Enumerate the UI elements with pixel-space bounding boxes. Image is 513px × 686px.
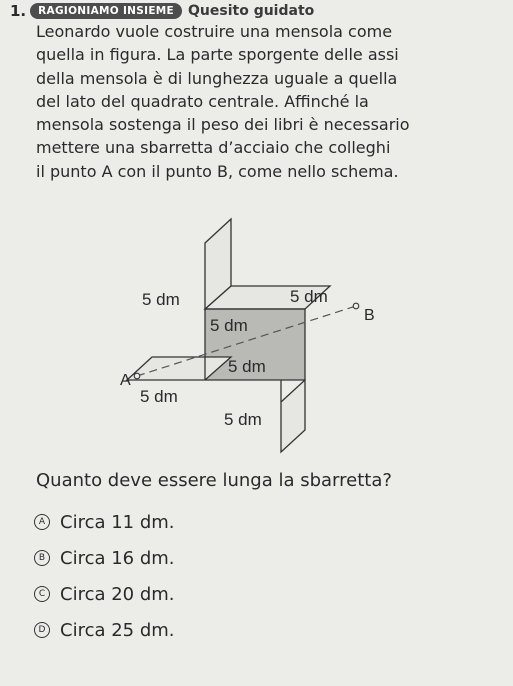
lower-board [281,380,305,452]
exercise-header [10,2,314,20]
section-badge: RAGIONIAMO INSIEME [30,3,182,19]
option-a-text: Circa 11 dm. [60,511,175,533]
option-b[interactable] [34,540,175,576]
option-c-bubble[interactable]: C [34,586,50,602]
label-lower-board: 5 dm [224,410,262,429]
label-square-top: 5 dm [210,316,248,335]
option-c-text: Circa 20 dm. [60,583,175,605]
label-left-shelf: 5 dm [140,387,178,406]
problem-text [36,20,506,183]
answer-options [34,504,175,648]
option-d-text: Circa 25 dm. [60,619,175,641]
shelf-figure [100,216,400,456]
point-b-marker [353,303,359,309]
point-a-marker [134,373,140,379]
exercise-title: Quesito guidato [188,3,315,19]
question-text: Quanto deve essere lunga la sbarretta? [36,470,392,491]
exercise-number: 1. [10,2,27,20]
option-a[interactable] [34,504,175,540]
problem-line: il punto A con il punto B, come nello schema. [36,161,399,181]
label-square-side: 5 dm [228,357,266,376]
option-c[interactable] [34,576,175,612]
problem-line: del lato del quadrato centrale. Affinché la [36,91,369,111]
label-point-a: A [120,372,131,389]
label-point-b: B [364,307,375,324]
problem-line: quella in figura. La parte sporgente delle assi [36,45,399,65]
label-upper-right: 5 dm [290,287,328,306]
option-a-bubble[interactable]: A [34,514,50,530]
option-d[interactable] [34,612,175,648]
option-b-bubble[interactable]: B [34,550,50,566]
option-d-bubble[interactable]: D [34,622,50,638]
label-upper-left: 5 dm [142,290,180,309]
problem-line: mettere una sbarretta d’acciaio che colleghi [36,138,391,158]
option-b-text: Circa 16 dm. [60,547,175,569]
problem-line: mensola sostenga il peso dei libri è necessario [36,115,410,135]
problem-line: Leonardo vuole costruire una mensola come [36,22,393,41]
problem-line: della mensola è di lunghezza uguale a quella [36,68,398,88]
